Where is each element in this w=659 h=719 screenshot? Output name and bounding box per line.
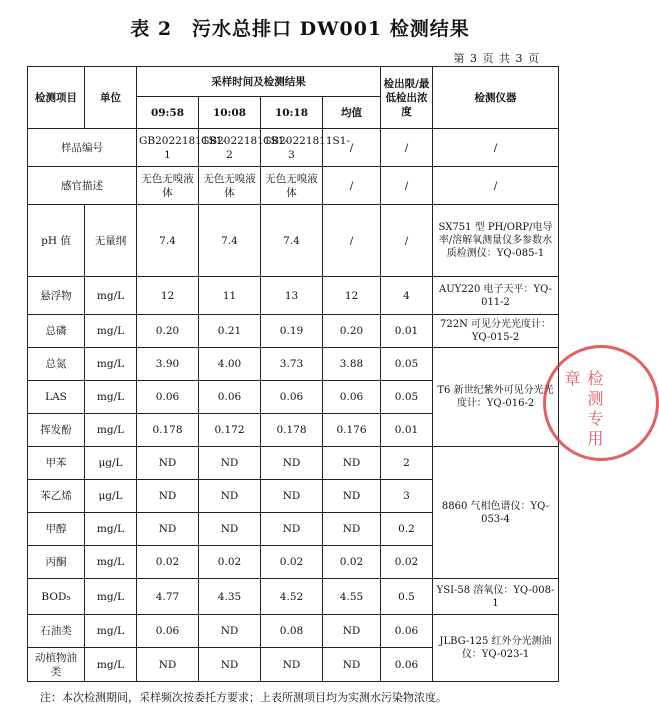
- cell-value: ND: [137, 648, 199, 682]
- cell-instrument: JLBG-125 红外分光测油仪：YQ-023-1: [433, 615, 559, 682]
- cell-value: 13: [261, 277, 323, 315]
- cell-unit: mg/L: [85, 579, 137, 615]
- cell-value: ND: [261, 513, 323, 546]
- cell-limit: 0.02: [381, 546, 433, 579]
- cell-value: 7.4: [261, 205, 323, 277]
- cell-limit: /: [381, 205, 433, 277]
- cell-value: ND: [261, 648, 323, 682]
- cell-unit: 无量纲: [85, 205, 137, 277]
- table-row: [28, 277, 559, 315]
- cell-instrument: AUY220 电子天平：YQ-011-2: [433, 277, 559, 315]
- cell-item: 挥发酚: [28, 414, 85, 447]
- cell-unit: mg/L: [85, 546, 137, 579]
- cell-value: 0.172: [199, 414, 261, 447]
- cell-avg: 12: [323, 277, 381, 315]
- report-title: 表 2 污水总排口 DW001 检测结果: [130, 18, 470, 40]
- cell-item: 动植物油类: [28, 648, 85, 682]
- cell-item: BOD₅: [28, 579, 85, 615]
- cell-unit: mg/L: [85, 513, 137, 546]
- cell-item: LAS: [28, 381, 85, 414]
- sense-label: 感官描述: [28, 167, 137, 205]
- cell-avg: ND: [323, 480, 381, 513]
- header-avg: 均值: [323, 97, 381, 129]
- cell-item: 总氮: [28, 348, 85, 381]
- cell-value: 0.02: [137, 546, 199, 579]
- sample-id: GB20221811S1-3: [261, 129, 323, 167]
- cell-limit: 0.06: [381, 615, 433, 648]
- sense-value: 无色无嗅液体: [137, 167, 199, 205]
- cell-value: 4.35: [199, 579, 261, 615]
- cell-avg: 4.55: [323, 579, 381, 615]
- cell-value: 0.178: [137, 414, 199, 447]
- cell-value: 3.73: [261, 348, 323, 381]
- cell-value: 7.4: [137, 205, 199, 277]
- cell-value: 0.02: [199, 546, 261, 579]
- cell-value: 11: [199, 277, 261, 315]
- header-time-1: 09:58: [137, 97, 199, 129]
- cell-unit: mg/L: [85, 648, 137, 682]
- cell-value: ND: [137, 513, 199, 546]
- cell-limit: 0.05: [381, 381, 433, 414]
- cell-instrument: 722N 可见分光光度计：YQ-015-2: [433, 315, 559, 348]
- cell-item: 悬浮物: [28, 277, 85, 315]
- table-row: [28, 615, 559, 648]
- cell-value: 4.52: [261, 579, 323, 615]
- header-time-2: 10:08: [199, 97, 261, 129]
- cell-instrument: YSI-58 溶氧仪：YQ-008-1: [433, 579, 559, 615]
- cell-avg: 0.176: [323, 414, 381, 447]
- cell-value: 0.21: [199, 315, 261, 348]
- cell-limit: 0.01: [381, 315, 433, 348]
- header-unit: 单位: [85, 67, 137, 129]
- cell-value: 4.77: [137, 579, 199, 615]
- cell-limit: 0.01: [381, 414, 433, 447]
- cell-value: 0.178: [261, 414, 323, 447]
- table-row: [28, 579, 559, 615]
- header-limit: 检出限/最低检出浓度: [381, 67, 433, 129]
- cell-limit: /: [381, 129, 433, 167]
- cell-avg: 3.88: [323, 348, 381, 381]
- cell-avg: 0.20: [323, 315, 381, 348]
- sample-id: GB20221811S1-1: [137, 129, 199, 167]
- cell-value: 12: [137, 277, 199, 315]
- cell-item: 甲醇: [28, 513, 85, 546]
- table-row: [28, 129, 559, 167]
- cell-limit: 2: [381, 447, 433, 480]
- cell-item: pH 值: [28, 205, 85, 277]
- cell-value: 0.20: [137, 315, 199, 348]
- cell-value: ND: [199, 648, 261, 682]
- cell-item: 总磷: [28, 315, 85, 348]
- cell-value: 4.00: [199, 348, 261, 381]
- cell-unit: mg/L: [85, 381, 137, 414]
- cell-value: ND: [199, 447, 261, 480]
- cell-unit: mg/L: [85, 315, 137, 348]
- cell-value: ND: [137, 480, 199, 513]
- cell-limit: 0.2: [381, 513, 433, 546]
- cell-value: ND: [261, 480, 323, 513]
- results-table: [27, 66, 559, 682]
- cell-avg: ND: [323, 615, 381, 648]
- cell-value: 0.08: [261, 615, 323, 648]
- cell-value: 0.06: [199, 381, 261, 414]
- cell-value: ND: [261, 447, 323, 480]
- red-seal-stamp: [543, 345, 659, 461]
- cell-unit: mg/L: [85, 348, 137, 381]
- header-item: 检测项目: [28, 67, 85, 129]
- cell-value: 7.4: [199, 205, 261, 277]
- table-row: [28, 167, 559, 205]
- cell-unit: μg/L: [85, 447, 137, 480]
- cell-avg: /: [323, 167, 381, 205]
- cell-value: 0.06: [261, 381, 323, 414]
- cell-avg: /: [323, 129, 381, 167]
- sense-value: 无色无嗅液体: [261, 167, 323, 205]
- page-number: 第 3 页 共 3 页: [453, 52, 540, 65]
- table-row: [28, 315, 559, 348]
- cell-avg: ND: [323, 648, 381, 682]
- cell-item: 丙酮: [28, 546, 85, 579]
- cell-avg: ND: [323, 447, 381, 480]
- cell-limit: 0.5: [381, 579, 433, 615]
- cell-value: ND: [137, 447, 199, 480]
- cell-instrument: /: [433, 167, 559, 205]
- table-row: [28, 205, 559, 277]
- cell-value: 0.19: [261, 315, 323, 348]
- cell-unit: mg/L: [85, 414, 137, 447]
- cell-avg: ND: [323, 513, 381, 546]
- cell-instrument: /: [433, 129, 559, 167]
- cell-value: 3.90: [137, 348, 199, 381]
- cell-value: 0.06: [137, 381, 199, 414]
- cell-unit: μg/L: [85, 480, 137, 513]
- cell-avg: /: [323, 205, 381, 277]
- cell-value: ND: [199, 615, 261, 648]
- header-time-3: 10:18: [261, 97, 323, 129]
- cell-limit: 4: [381, 277, 433, 315]
- cell-limit: 0.06: [381, 648, 433, 682]
- cell-avg: 0.02: [323, 546, 381, 579]
- sample-id: GB20221811S1-2: [199, 129, 261, 167]
- cell-unit: mg/L: [85, 277, 137, 315]
- cell-value: ND: [199, 513, 261, 546]
- cell-item: 苯乙烯: [28, 480, 85, 513]
- table-row: [28, 447, 559, 480]
- cell-limit: /: [381, 167, 433, 205]
- header-instrument: 检测仪器: [433, 67, 559, 129]
- sense-value: 无色无嗅液体: [199, 167, 261, 205]
- table-row: [28, 348, 559, 381]
- cell-item: 石油类: [28, 615, 85, 648]
- sample-id-label: 样品编号: [28, 129, 137, 167]
- header-sampling: 采样时间及检测结果: [137, 67, 381, 97]
- cell-item: 甲苯: [28, 447, 85, 480]
- cell-value: 0.02: [261, 546, 323, 579]
- cell-avg: 0.06: [323, 381, 381, 414]
- cell-instrument: 8860 气相色谱仪：YQ-053-4: [433, 447, 559, 579]
- cell-unit: mg/L: [85, 615, 137, 648]
- footnote: 注：本次检测期间，采样频次按委托方要求；上表所测项目均为实测水污染物浓度。: [40, 691, 447, 704]
- cell-value: 0.06: [137, 615, 199, 648]
- cell-limit: 3: [381, 480, 433, 513]
- seal-text: 检测专用章: [562, 370, 604, 450]
- cell-value: ND: [199, 480, 261, 513]
- cell-limit: 0.05: [381, 348, 433, 381]
- cell-instrument: SX751 型 PH/ORP/电导率/溶解氧测量仪多参数水质检测仪：YQ-085-1: [433, 205, 559, 277]
- cell-instrument: T6 新世纪紫外可见分光光度计：YQ-016-2: [433, 348, 559, 447]
